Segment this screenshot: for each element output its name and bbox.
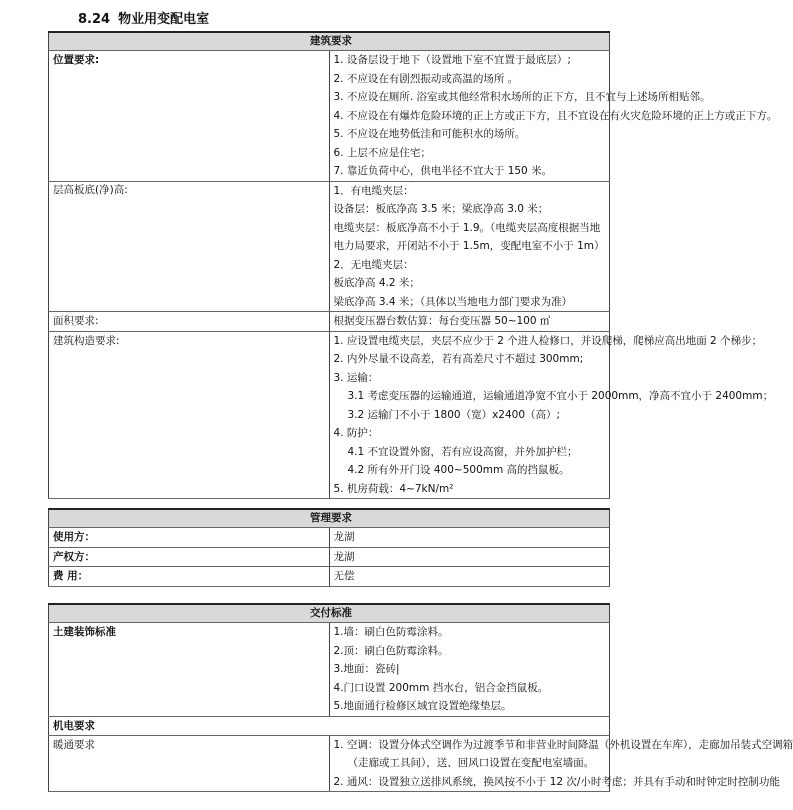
- section-header: 交付标准: [49, 604, 610, 623]
- list-item: 板底净高 4.2 米；: [333, 277, 420, 289]
- list-item: 2.顶：刷白色防霉涂料。: [333, 644, 449, 657]
- list-item: 梁底净高 3.4 米；（具体以当地电力部门要求为准）: [333, 295, 573, 308]
- row-label: 面积要求:: [49, 312, 330, 332]
- row-label: 暖通要求: [49, 735, 330, 792]
- list-item: 6. 上层不应是住宅；: [333, 146, 431, 159]
- list-item: 1. 设备层设于地下（设置地下室不宜置于最底层）;: [333, 54, 571, 66]
- row-value: 无偿: [329, 567, 610, 587]
- list-item: 4.1 不宜设置外窗，若有应设高窗，并外加护栏；: [347, 445, 578, 458]
- electromech-heading: 机电要求: [49, 716, 610, 735]
- building-requirements-table: [48, 31, 778, 499]
- list-item: 4. 不应设在有爆炸危险环境的正上方或正下方，且不宜设在有火灾危险环境的正上方或正下方。: [333, 109, 778, 122]
- list-item: 1. 空调：设置分体式空调作为过渡季节和非营业时间降温（外机设置在车库），走廊加吊装式空调箱: [333, 738, 793, 751]
- list-item: 5. 机房荷载：4~7kN/m²: [333, 482, 454, 495]
- row-value: 龙湖: [329, 528, 610, 548]
- row-label: 建筑构造要求:: [49, 331, 330, 499]
- delivery-standard-table: [48, 603, 793, 792]
- list-item: 2. 不应设在有剧烈振动或高温的场所 。: [333, 72, 519, 85]
- list-item: 设备层：板底净高 3.5 米；梁底净高 3.0 米；: [333, 203, 549, 215]
- list-item: 7. 靠近负荷中心，供电半径不宜大于 150 米。: [333, 165, 553, 177]
- list-item: 4.门口设置 200mm 挡水台，铝合金挡鼠板。: [333, 681, 549, 694]
- list-item: （走廊或工具间），送、回风口设置在变配电室墙面。: [347, 757, 595, 769]
- page-title: [78, 8, 209, 27]
- list-item: 4. 防护：: [333, 427, 379, 439]
- row-value: 龙湖: [329, 547, 610, 567]
- list-item: 2. 内外尽量不设高差，若有高差尺寸不超过 300mm;: [333, 353, 584, 365]
- list-item: 3. 运输：: [333, 371, 379, 384]
- section-header: 管理要求: [49, 509, 610, 528]
- row-label: 层高板底(净)高:: [49, 181, 330, 312]
- row-label: 位置要求:: [49, 51, 330, 182]
- area-text: 根据变压器台数估算：每台变压器 50~100 ㎡: [329, 312, 610, 332]
- location-lines: [329, 51, 778, 182]
- section-header: 建筑要求: [49, 32, 610, 51]
- height-lines: [329, 181, 610, 312]
- list-item: 1. 应设置电缆夹层，夹层不应少于 2 个进人检修口，并设爬梯，爬梯应高出地面 2 个梯步；: [333, 334, 763, 347]
- list-item: 3.地面：瓷砖|: [333, 663, 400, 675]
- hvac-lines: [329, 735, 793, 792]
- list-item: 3. 不应设在厕所. 浴室或其他经常积水场所的正下方，且不宜与上述场所相贴邻。: [333, 91, 711, 103]
- list-item: 电缆夹层：板底净高不小于 1.9。（电缆夹层高度根据当地电力局要求，开闭站不小于 1.5m，变配电室不小于 1m）: [333, 221, 605, 252]
- row-label: 土建装饰标准: [49, 623, 330, 717]
- management-table: [48, 508, 610, 587]
- row-label: 使用方：: [49, 528, 330, 548]
- construction-lines: [329, 331, 774, 499]
- list-item: 5. 不应设在地势低洼和可能积水的场所。: [333, 128, 526, 140]
- list-item: 5.地面通行检修区域宜设置绝缘垫层。: [333, 700, 512, 712]
- list-item: 2. 通风：设置独立送排风系统，换风按不小于 12 次/小时考虑；并具有手动和时钟定时控制功能: [333, 775, 780, 788]
- list-item: 3.1 考虑变压器的运输通道，运输通道净宽不宜小于 2000mm，净高不宜小于 2400mm；: [347, 390, 774, 402]
- row-label: 费 用：: [49, 567, 330, 587]
- list-item: 1.墙：刷白色防霉涂料。: [333, 626, 449, 638]
- list-item: 2．无电缆夹层：: [333, 258, 414, 271]
- list-item: 3.2 运输门不小于 1800（宽）x2400（高）;: [347, 408, 561, 421]
- list-item: 4.2 所有外开门设 400~500mm 高的挡鼠板。: [347, 464, 570, 476]
- section-title: 物业用变配电室: [118, 12, 210, 27]
- civil-lines: [329, 623, 610, 717]
- section-number: 8.24: [78, 12, 111, 27]
- row-label: 产权方：: [49, 547, 330, 567]
- list-item: 1．有电缆夹层：: [333, 184, 414, 197]
